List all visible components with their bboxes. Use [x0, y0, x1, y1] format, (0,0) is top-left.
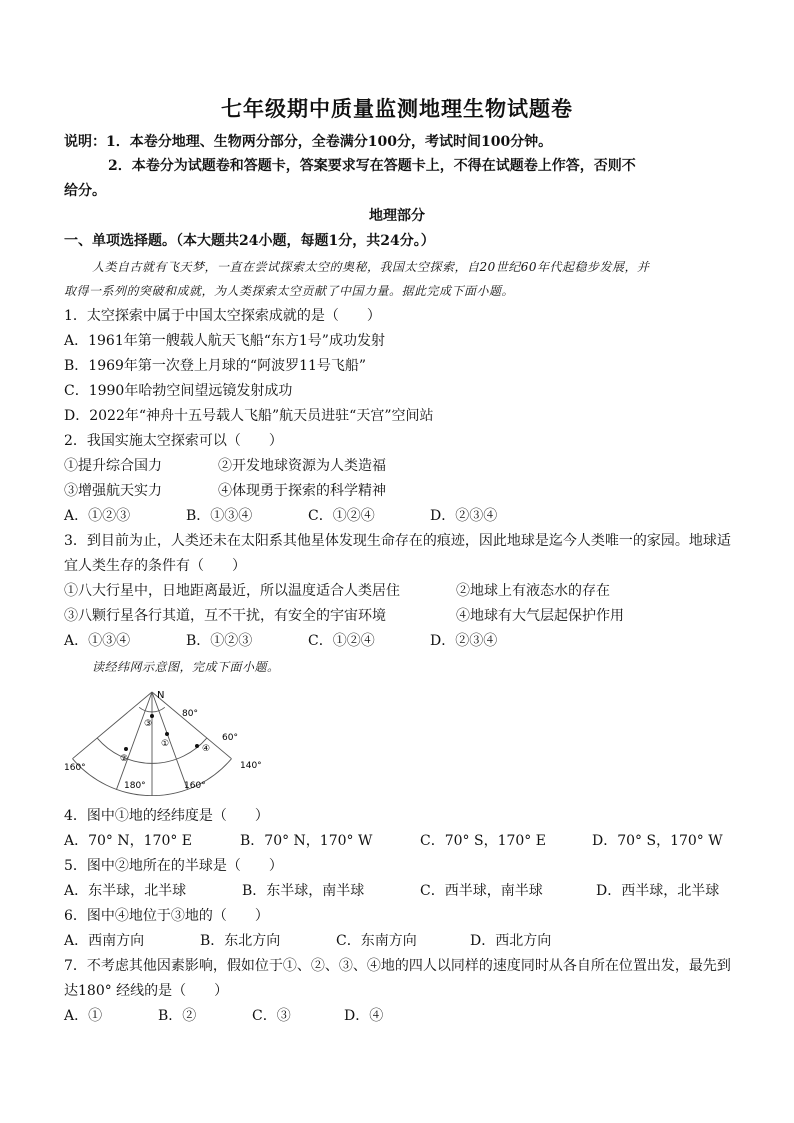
question-6-option-b: B．东北方向: [200, 933, 281, 949]
question-6-stem: 6．图中④地位于③地的（ ）: [64, 908, 269, 924]
lon-label-140: 140°: [240, 761, 262, 771]
question-3-option-d: D．②③④: [430, 633, 498, 649]
question-3-option-c: C．①②④: [308, 633, 375, 649]
question-2-stem: 2．我国实施太空探索可以（ ）: [64, 433, 283, 449]
question-5-option-c: C．西半球，南半球: [420, 883, 543, 899]
question-3-statement-2: ②地球上有液态水的存在: [456, 583, 610, 599]
point-3-dot: [150, 714, 154, 718]
question-2-option-b: B．①③④: [186, 508, 253, 524]
question-2-statement-2: ②开发地球资源为人类造福: [218, 458, 386, 474]
question-3-option-b: B．①②③: [186, 633, 253, 649]
question-7-stem-line-1: 7．不考虑其他因素影响，假如位于①、②、③、④地的四人以同样的速度同时从各自所在位置出发，最先到: [64, 958, 731, 974]
question-7-option-a: A．①: [64, 1008, 103, 1024]
question-5-option-b: B．东半球，南半球: [242, 883, 365, 899]
question-2-option-c: C．①②④: [308, 508, 375, 524]
question-6-option-c: C．东南方向: [336, 933, 417, 949]
question-2-statement-3: ③增强航天实力: [64, 483, 162, 499]
point-2-dot: [124, 747, 128, 751]
question-2-statement-4: ④体现勇于探索的科学精神: [218, 483, 386, 499]
question-2-option-d: D．②③④: [430, 508, 498, 524]
lon-label-160-left: 160°: [64, 763, 86, 773]
point-3-label: ③: [144, 719, 153, 729]
point-4-dot: [195, 744, 199, 748]
question-6-option-d: D．西北方向: [470, 933, 552, 949]
question-7-stem-line-2: 达180° 经线的是（ ）: [64, 983, 229, 999]
question-2-option-a: A．①②③: [64, 508, 131, 524]
question-5-option-a: A．东半球，北半球: [64, 883, 187, 899]
question-6-option-a: A．西南方向: [64, 933, 145, 949]
question-4-option-b: B．70° N，170° W: [240, 833, 373, 849]
question-4-option-a: A．70° N，170° E: [64, 833, 193, 849]
question-4-stem: 4．图中①地的经纬度是（ ）: [64, 808, 269, 824]
question-4-option-c: C．70° S，170° E: [420, 833, 546, 849]
lat-label-80: 80°: [182, 709, 198, 719]
instructions-line-1: 说明：1．本卷分地理、生物两分部分，全卷满分100分，考试时间100分钟。: [64, 134, 553, 150]
question-7-option-c: C．③: [252, 1008, 291, 1024]
question-4-option-d: D．70° S，170° W: [592, 833, 723, 849]
passage1-line-1: 人类自古就有飞天梦，一直在尝试探索太空的奥秘，我国太空探索，自20世纪60年代起稳步发展，并: [92, 260, 650, 274]
lat-label-60: 60°: [222, 733, 238, 743]
question-3-statement-1: ①八大行星中，日地距离最近，所以温度适合人类居住: [64, 583, 400, 599]
passage1-line-2: 取得一系列的突破和成就，为人类探索太空贡献了中国力量。据此完成下面小题。: [64, 284, 515, 298]
question-3-stem-line-1: 3．到目前为止，人类还未在太阳系其他星体发现生命存在的痕迹，因此地球是迄今人类唯一的家园。地球适: [64, 533, 731, 549]
question-3-statement-4: ④地球有大气层起保护作用: [456, 608, 624, 624]
question-3-option-a: A．①③④: [64, 633, 131, 649]
passage2: 读经纬网示意图，完成下面小题。: [92, 660, 280, 674]
point-1-label: ①: [161, 739, 170, 749]
part1-heading: 一、单项选择题。（本大题共24小题，每题1分，共24分。）: [64, 233, 435, 249]
point-4-label: ④: [202, 744, 211, 754]
point-2-label: ②: [120, 754, 129, 764]
question-1-option-a: A．1961年第一艘载人航天飞船“东方1号”成功发射: [64, 333, 385, 349]
north-label: N: [157, 690, 165, 701]
graticule-map: [64, 688, 264, 796]
point-1-dot: [165, 732, 169, 736]
question-5-stem: 5．图中②地所在的半球是（ ）: [64, 858, 283, 874]
question-2-statement-1: ①提升综合国力: [64, 458, 162, 474]
question-1-option-b: B．1969年第一次登上月球的“阿波罗11号飞船”: [64, 358, 367, 374]
question-1-option-c: C．1990年哈勃空间望远镜发射成功: [64, 383, 293, 399]
question-3-statement-3: ③八颗行星各行其道，互不干扰，有安全的宇宙环境: [64, 608, 386, 624]
instructions-line-3: 给分。: [64, 183, 106, 199]
page-title: 七年级期中质量监测地理生物试题卷: [221, 96, 573, 121]
question-3-stem-line-2: 宜人类生存的条件有（ ）: [64, 558, 246, 574]
lon-label-160-right: 160°: [184, 781, 206, 791]
question-1-option-d: D．2022年“神舟十五号载人飞船”航天员进驻“天宫”空间站: [64, 408, 434, 424]
question-5-option-d: D．西半球，北半球: [596, 883, 720, 899]
instructions-line-2: 2．本卷分为试题卷和答题卡，答案要求写在答题卡上，不得在试题卷上作答，否则不: [108, 158, 636, 174]
question-1-stem: 1．太空探索中属于中国太空探索成就的是（ ）: [64, 308, 381, 324]
question-7-option-d: D．④: [344, 1008, 384, 1024]
question-7-option-b: B．②: [158, 1008, 197, 1024]
section-title: 地理部分: [369, 208, 425, 224]
lon-label-180: 180°: [124, 781, 146, 791]
